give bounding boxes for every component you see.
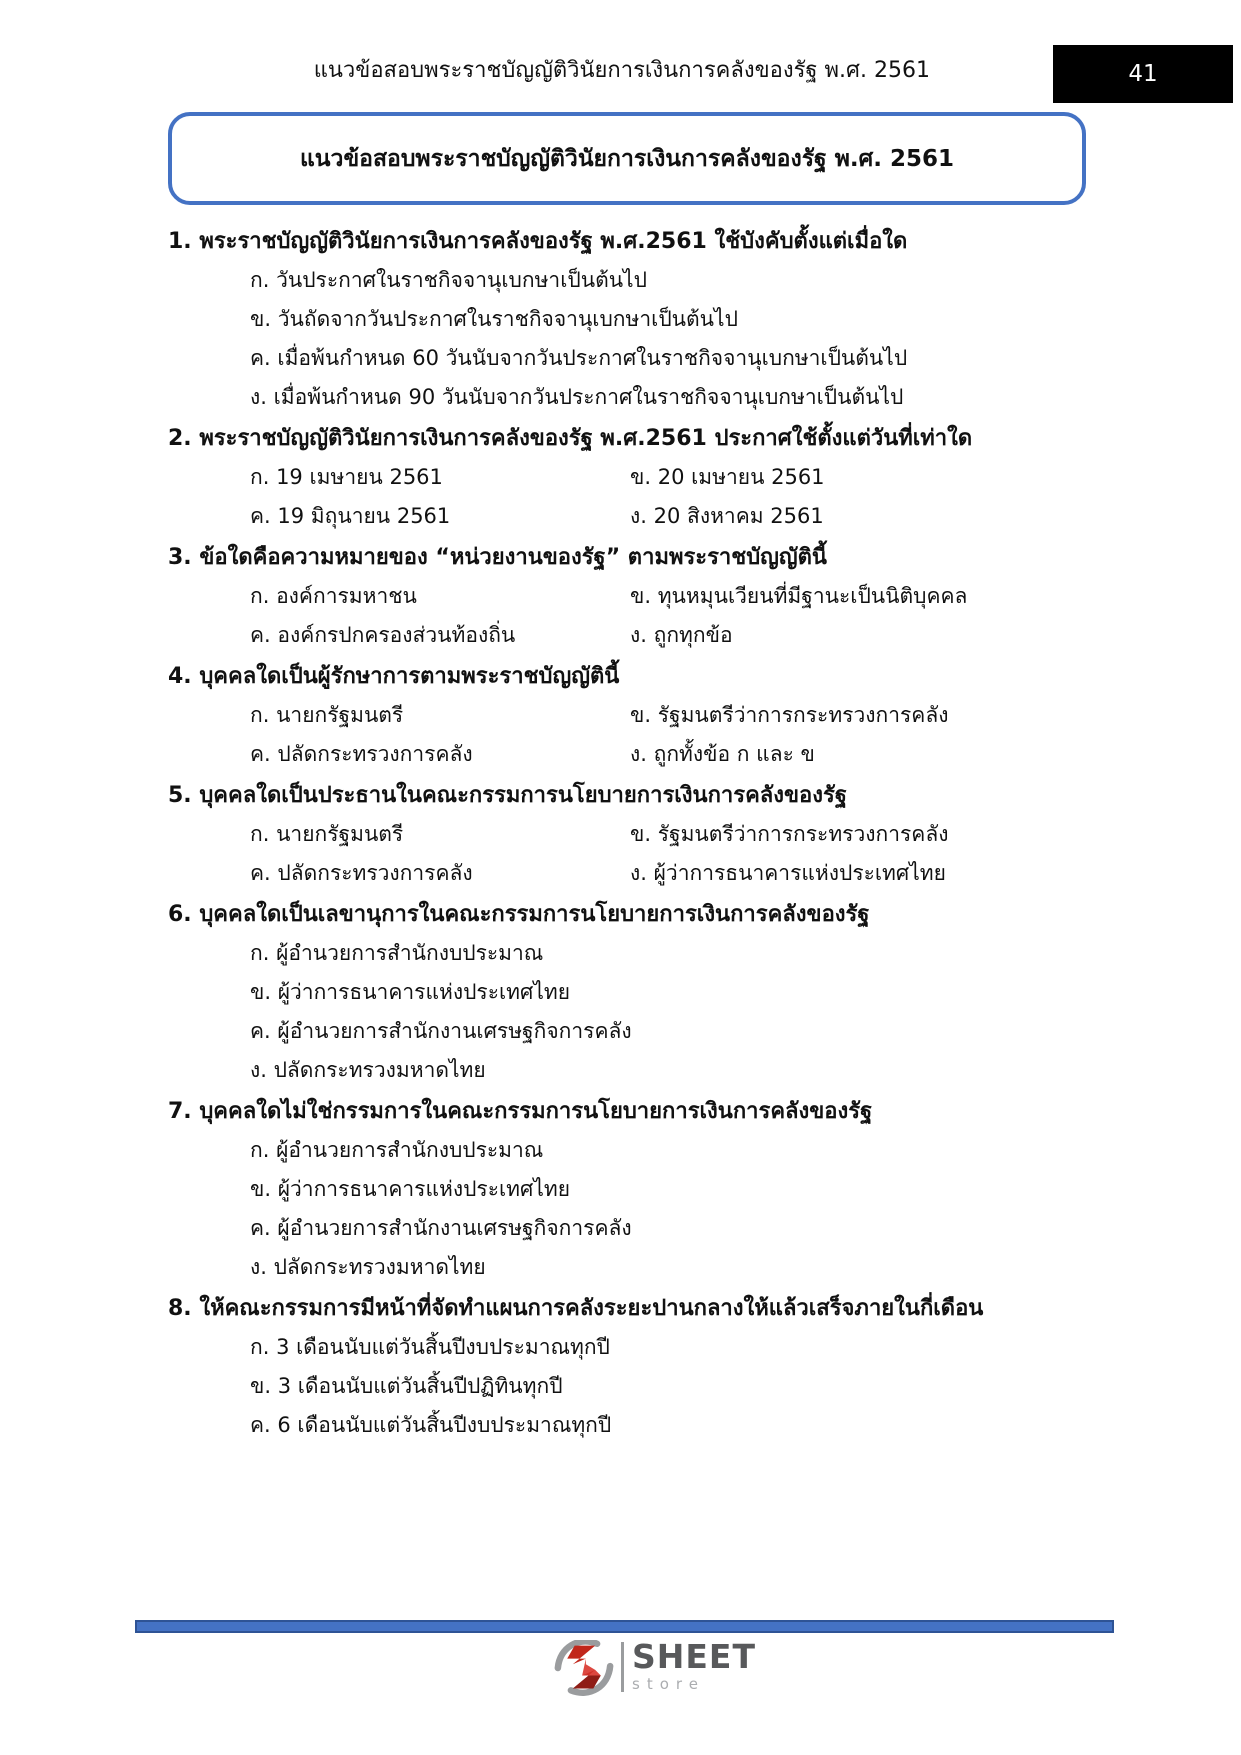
question-text: 2. พระราชบัญญัติวินัยการเงินการคลังของรัฐ พ.ศ.2561 ประกาศใช้ตั้งแต่วันที่เท่าใด <box>168 426 973 451</box>
answer-option: ก. 19 เมษายน 2561 <box>250 465 443 489</box>
option-row <box>168 735 1118 774</box>
answer-option: ก. ผู้อำนวยการสำนักงบประมาณ <box>250 1138 544 1162</box>
answer-option: ค. ผู้อำนวยการสำนักงานเศรษฐกิจการคลัง <box>250 1019 632 1043</box>
answer-option: ข. 3 เดือนนับแต่วันสิ้นปีปฏิทินทุกปี <box>250 1374 563 1398</box>
question-text: 6. บุคคลใดเป็นเลขานุการในคณะกรรมการนโยบายการเงินการคลังของรัฐ <box>168 902 870 927</box>
question-1 <box>168 222 1118 417</box>
answer-option: ค. เมื่อพ้นกำหนด 60 วันนับจากวันประกาศในราชกิจจานุเบกษาเป็นต้นไป <box>250 346 908 370</box>
document-title: แนวข้อสอบพระราชบัญญัติวินัยการเงินการคลังของรัฐ พ.ศ. 2561 <box>299 145 955 172</box>
answer-option: ง. ปลัดกระทรวงมหาดไทย <box>250 1255 486 1279</box>
question-6 <box>168 895 1118 1090</box>
question-text: 7. บุคคลใดไม่ใช่กรรมการในคณะกรรมการนโยบายการเงินการคลังของรัฐ <box>168 1099 873 1124</box>
option-row <box>168 616 1118 655</box>
answer-option: ก. วันประกาศในราชกิจจานุเบกษาเป็นต้นไป <box>250 268 647 292</box>
question-text: 3. ข้อใดคือความหมายของ “หน่วยงานของรัฐ” ตามพระราชบัญญัตินี้ <box>168 545 827 570</box>
answer-option: ก. นายกรัฐมนตรี <box>250 822 404 846</box>
question-text: 4. บุคคลใดเป็นผู้รักษาการตามพระราชบัญญัตินี้ <box>168 664 620 689</box>
option-row <box>168 497 1118 536</box>
answer-option: ก. นายกรัฐมนตรี <box>250 703 404 727</box>
question-7 <box>168 1092 1118 1287</box>
answer-option: ข. รัฐมนตรีว่าการกระทรวงการคลัง <box>630 822 949 846</box>
answer-option: ค. ผู้อำนวยการสำนักงานเศรษฐกิจการคลัง <box>250 1216 632 1240</box>
logo-name: SHEET <box>632 1637 756 1676</box>
answer-option: ค. ปลัดกระทรวงการคลัง <box>250 861 473 885</box>
header-running-title: แนวข้อสอบพระราชบัญญัติวินัยการเงินการคลังของรัฐ พ.ศ. 2561 <box>313 58 930 83</box>
answer-option: ค. 19 มิถุนายน 2561 <box>250 504 451 528</box>
option-row <box>168 696 1118 735</box>
answer-option: ข. ผู้ว่าการธนาคารแห่งประเทศไทย <box>250 1177 571 1201</box>
question-5 <box>168 776 1118 893</box>
answer-option: ข. ผู้ว่าการธนาคารแห่งประเทศไทย <box>250 980 571 1004</box>
answer-option: ข. วันถัดจากวันประกาศในราชกิจจานุเบกษาเป็นต้นไป <box>250 307 738 331</box>
answer-option: ก. 3 เดือนนับแต่วันสิ้นปีงบประมาณทุกปี <box>250 1335 610 1359</box>
question-2 <box>168 419 1118 536</box>
page-number: 41 <box>1128 61 1158 87</box>
answer-option: ค. ปลัดกระทรวงการคลัง <box>250 742 473 766</box>
answer-option: ง. ปลัดกระทรวงมหาดไทย <box>250 1058 486 1082</box>
option-row <box>168 577 1118 616</box>
question-text: 8. ให้คณะกรรมการมีหน้าที่จัดทำแผนการคลังระยะปานกลางให้แล้วเสร็จภายในกี่เดือน <box>168 1296 984 1321</box>
question-text: 1. พระราชบัญญัติวินัยการเงินการคลังของรัฐ พ.ศ.2561 ใช้บังคับตั้งแต่เมื่อใด <box>168 229 908 254</box>
footer-divider <box>135 1620 1114 1633</box>
answer-option: ค. องค์กรปกครองส่วนท้องถิ่น <box>250 623 516 647</box>
questions <box>168 220 1118 1445</box>
sheet-store-logo <box>553 1637 756 1696</box>
answer-option: ข. รัฐมนตรีว่าการกระทรวงการคลัง <box>630 703 949 727</box>
logo-subtitle: store <box>632 1675 705 1693</box>
title-box <box>168 112 1086 205</box>
logo-wordmark <box>632 1637 756 1694</box>
logo-s-icon <box>553 1640 615 1696</box>
answer-option: ข. 20 เมษายน 2561 <box>630 465 825 489</box>
option-row <box>168 854 1118 893</box>
answer-option: ข. ทุนหมุนเวียนที่มีฐานะเป็นนิติบุคคล <box>630 584 968 608</box>
answer-option: ง. ถูกทั้งข้อ ก และ ข <box>630 742 815 766</box>
page-number-box <box>1053 45 1233 103</box>
answer-option: ง. เมื่อพ้นกำหนด 90 วันนับจากวันประกาศในราชกิจจานุเบกษาเป็นต้นไป <box>250 385 904 409</box>
question-8 <box>168 1289 1118 1445</box>
logo-divider <box>621 1642 624 1692</box>
question-3 <box>168 538 1118 655</box>
option-row <box>168 815 1118 854</box>
answer-option: ก. ผู้อำนวยการสำนักงบประมาณ <box>250 941 544 965</box>
answer-option: ง. ผู้ว่าการธนาคารแห่งประเทศไทย <box>630 861 946 885</box>
answer-option: ค. 6 เดือนนับแต่วันสิ้นปีงบประมาณทุกปี <box>250 1413 612 1437</box>
answer-option: ง. ถูกทุกข้อ <box>630 623 733 647</box>
answer-option: ก. องค์การมหาชน <box>250 584 417 608</box>
option-row <box>168 458 1118 497</box>
question-text: 5. บุคคลใดเป็นประธานในคณะกรรมการนโยบายการเงินการคลังของรัฐ <box>168 783 847 808</box>
question-4 <box>168 657 1118 774</box>
answer-option: ง. 20 สิงหาคม 2561 <box>630 504 824 528</box>
